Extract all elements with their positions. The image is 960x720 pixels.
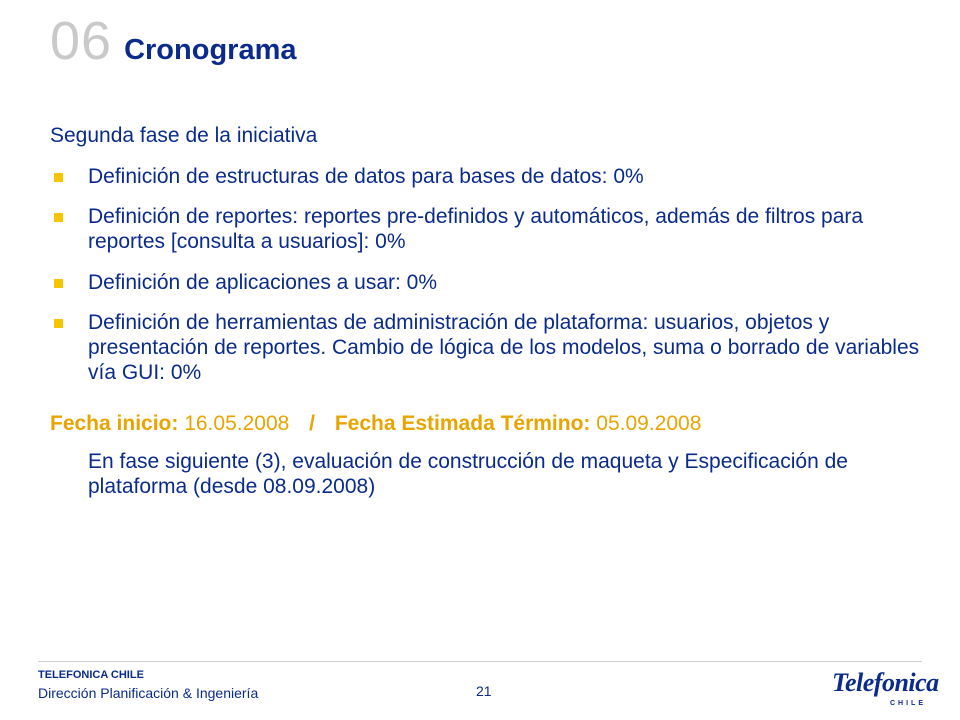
- date-line: [50, 411, 930, 436]
- telefonica-logo: [830, 668, 939, 712]
- page-title: Cronograma: [124, 34, 297, 66]
- list-item-text: Definición de aplicaciones a usar: 0%: [88, 270, 438, 294]
- bullet-square-icon: [54, 319, 63, 328]
- page-number: 21: [476, 683, 492, 699]
- department-name: Dirección Planificación & Ingeniería: [38, 685, 259, 701]
- section-number: 06: [50, 11, 113, 71]
- list-item-text: Definición de estructuras de datos para bases de datos: 0%: [88, 165, 644, 188]
- logo-subtext: CHILE: [890, 700, 926, 707]
- start-date-value: 16.05.2008: [184, 412, 290, 436]
- date-separator: /: [309, 412, 315, 436]
- slide-header: [50, 11, 297, 71]
- bullet-square-icon: [54, 279, 63, 288]
- end-date-label: Fecha Estimada Término:: [334, 412, 591, 436]
- logo-wordmark: Telefonica: [832, 668, 939, 697]
- footer-divider: [38, 661, 922, 662]
- list-item: [50, 310, 930, 386]
- bullet-list: [50, 164, 930, 385]
- bullet-square-icon: [54, 173, 63, 182]
- end-date-value: 05.09.2008: [596, 412, 702, 436]
- list-item: [50, 164, 930, 189]
- section-subtitle: Segunda fase de la iniciativa: [50, 124, 318, 147]
- list-item-text: Definición de herramientas de administración de plataforma: usuarios, objetos y presentación de reportes. Cambio de lógica de los modelos, suma o borrado de variables vía GUI: 0%: [88, 310, 920, 385]
- start-date-label: Fecha inicio:: [50, 412, 179, 436]
- company-name: TELEFONICA CHILE: [38, 669, 144, 681]
- list-item: [50, 204, 930, 254]
- next-phase-text: En fase siguiente (3), evaluación de construcción de maqueta y Especificación de plataforma (desde 08.09.2008): [88, 449, 848, 498]
- bullet-square-icon: [54, 213, 63, 222]
- slide-content: [50, 124, 930, 499]
- list-item: [50, 270, 930, 295]
- list-item-text: Definición de reportes: reportes pre-definidos y automáticos, además de filtros para reportes [consulta a usuarios]: 0%: [88, 205, 864, 254]
